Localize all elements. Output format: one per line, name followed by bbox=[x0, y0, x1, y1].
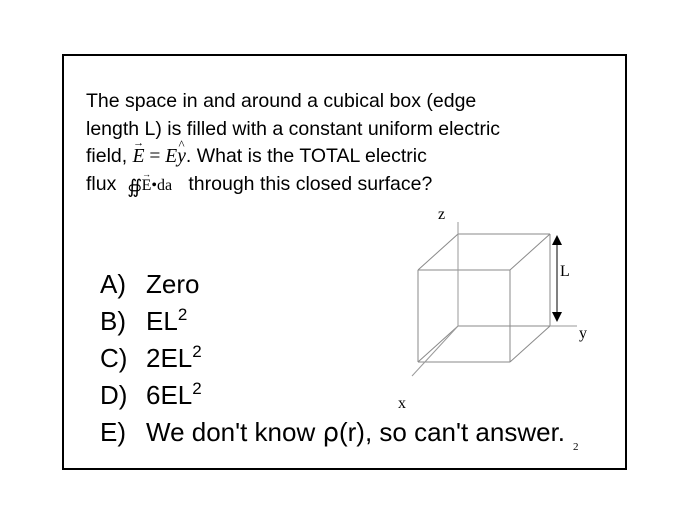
field-label: field, bbox=[86, 145, 128, 167]
answer-letter: D) bbox=[100, 380, 128, 410]
answer-exponent: 2 bbox=[192, 379, 202, 398]
answer-letter: B) bbox=[100, 306, 126, 336]
integrand-da: da bbox=[157, 176, 173, 194]
question-line-3-end: . What is the TOTAL electric bbox=[185, 145, 427, 167]
question-line-1: The space in and around a cubical box (edge bbox=[86, 90, 477, 112]
answer-text-after: (r), so can't answer. bbox=[338, 417, 566, 447]
answer-letter: E) bbox=[100, 417, 126, 447]
answer-text: 2EL bbox=[146, 343, 193, 373]
x-axis bbox=[412, 326, 458, 376]
answer-text-before: We don't know bbox=[146, 417, 323, 447]
arrow-up-icon bbox=[552, 235, 562, 245]
y-axis-label: y bbox=[579, 325, 587, 342]
vector-E: → E bbox=[133, 143, 145, 171]
unit-vector-y: ^ y bbox=[177, 143, 186, 171]
z-axis-label: z bbox=[438, 206, 446, 223]
answer-exponent: 2 bbox=[177, 305, 188, 324]
answer-letter: A) bbox=[100, 269, 126, 299]
flux-label: flux bbox=[86, 172, 117, 195]
integrand-vector-E: → E bbox=[142, 172, 152, 200]
answer-exponent: 2 bbox=[192, 342, 202, 361]
rho-symbol: ρ bbox=[322, 418, 339, 448]
answer-text: Zero bbox=[146, 269, 200, 299]
answer-text: 6EL bbox=[146, 380, 193, 410]
question-line-2: length L) is filled with a constant uniform electric bbox=[86, 117, 501, 140]
x-axis-label: x bbox=[398, 395, 406, 412]
equals-sign: = bbox=[149, 146, 161, 167]
question-line-4-end: through this closed surface? bbox=[188, 172, 433, 195]
answer-text: EL bbox=[146, 306, 178, 336]
dot-operator: • bbox=[151, 176, 158, 194]
coordinate-axes bbox=[412, 222, 577, 376]
arrow-down-icon bbox=[552, 312, 562, 322]
answer-letter: C) bbox=[100, 343, 128, 373]
edge-length-label: L bbox=[560, 263, 570, 280]
cube-edges bbox=[418, 234, 550, 362]
field-coefficient: E bbox=[165, 146, 178, 167]
surface-integral-icon: ∯ bbox=[127, 175, 137, 198]
page-number: 2 bbox=[573, 441, 579, 453]
